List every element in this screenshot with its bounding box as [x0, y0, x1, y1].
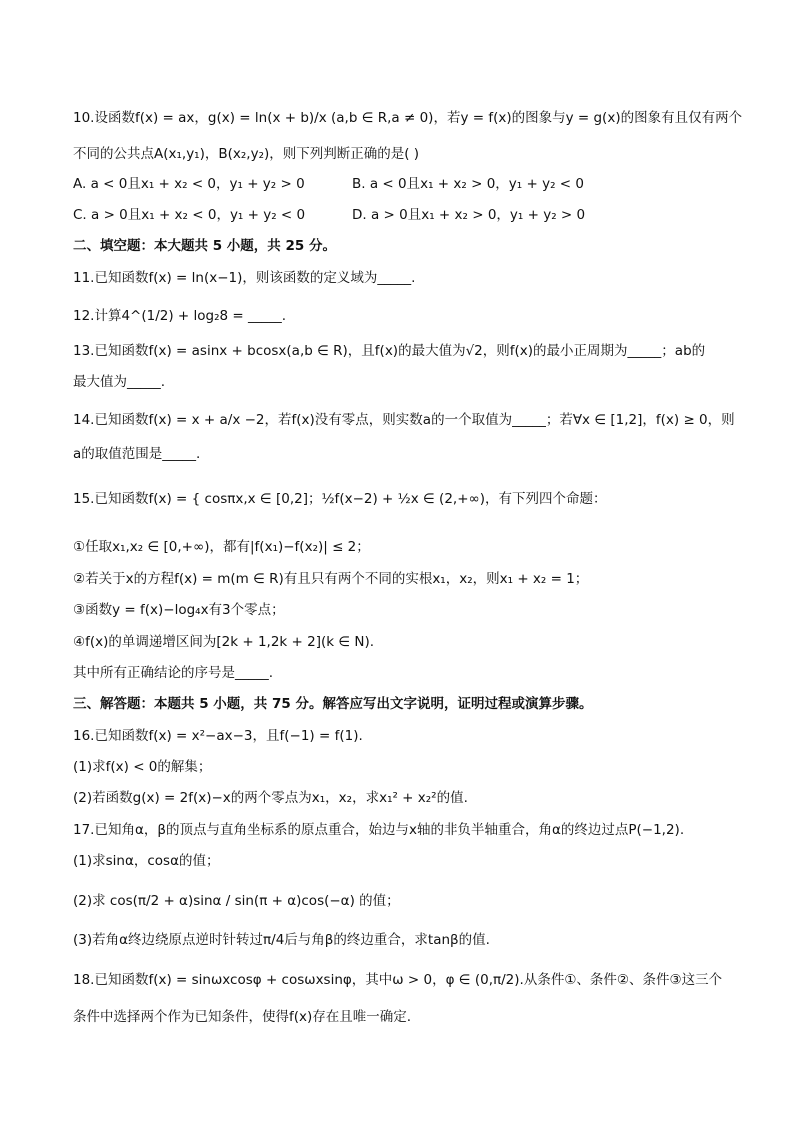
- q17-part3: (3)若角α终边绕原点逆时针转过π/4后与角β的终边重合，求tanβ的值.: [73, 932, 490, 948]
- q15-item-2: ②若关于x的方程f(x) = m(m ∈ R)有且只有两个不同的实根x₁，x₂，则x₁ + x₂ = 1；: [73, 571, 589, 587]
- q12: 12.计算4^(1/2) + log₂8 = _____.: [73, 308, 287, 324]
- q17-line1: 17.已知角α，β的顶点与直角坐标系的原点重合，始边与x轴的非负半轴重合，角α的终边过点P(−1,2).: [73, 822, 685, 838]
- q14-line1: 14.已知函数f(x) = x + a/x −2，若f(x)没有零点，则实数a的一个取值为_____；若∀x ∈ [1,2]，f(x) ≥ 0，则: [73, 412, 735, 428]
- section2-heading: 二、填空题：本大题共 5 小题，共 25 分。: [73, 238, 336, 254]
- q15-item-1: ①任取x₁,x₂ ∈ [0,+∞)，都有|f(x₁)−f(x₂)| ≤ 2；: [73, 539, 370, 555]
- q15-item-4: ④f(x)的单调递增区间为[2k + 1,2k + 2](k ∈ N).: [73, 634, 375, 650]
- q15-item-3: ③函数y = f(x)−log₄x有3个零点；: [73, 602, 285, 618]
- q10-option-d: D. a > 0且x₁ + x₂ > 0，y₁ + y₂ > 0: [352, 207, 586, 223]
- q10-option-b: B. a < 0且x₁ + x₂ > 0，y₁ + y₂ < 0: [352, 176, 584, 192]
- q10-line1: 10.设函数f(x) = ax，g(x) = ln(x + b)/x (a,b ∈ R,a ≠ 0)，若y = f(x)的图象与y = g(x)的图象有且仅有两个: [73, 110, 743, 126]
- q18-line1: 18.已知函数f(x) = sinωxcosφ + cosωxsinφ，其中ω > 0，φ ∈ (0,π/2).从条件①、条件②、条件③这三个: [73, 972, 723, 988]
- q10-line2: 不同的公共点A(x₁,y₁)，B(x₂,y₂)，则下列判断正确的是( ): [73, 146, 420, 162]
- q10-option-c: C. a > 0且x₁ + x₂ < 0，y₁ + y₂ < 0: [73, 207, 306, 223]
- q16-part2: (2)若函数g(x) = 2f(x)−x的两个零点为x₁，x₂，求x₁² + x₂²的值.: [73, 790, 468, 806]
- q15-line1: 15.已知函数f(x) = { cosπx,x ∈ [0,2]；½f(x−2) + ½x ∈ (2,+∞)，有下列四个命题：: [73, 491, 607, 507]
- q17-part1: (1)求sinα，cosα的值；: [73, 853, 220, 869]
- q11: 11.已知函数f(x) = ln(x−1)，则该函数的定义域为_____.: [73, 270, 416, 286]
- q14-line2: a的取值范围是_____.: [73, 446, 201, 462]
- q10-option-a: A. a < 0且x₁ + x₂ < 0，y₁ + y₂ > 0: [73, 176, 305, 192]
- q13-line1: 13.已知函数f(x) = asinx + bcosx(a,b ∈ R)，且f(x)的最大值为√2，则f(x)的最小正周期为_____；ab的: [73, 343, 706, 359]
- q16-line1: 16.已知函数f(x) = x²−ax−3，且f(−1) = f(1).: [73, 728, 363, 744]
- q16-part1: (1)求f(x) < 0的解集；: [73, 759, 212, 775]
- q13-line2: 最大值为_____.: [73, 374, 166, 390]
- section3-heading: 三、解答题：本题共 5 小题，共 75 分。解答应写出文字说明，证明过程或演算步骤。: [73, 696, 593, 712]
- q18-line2: 条件中选择两个作为已知条件，使得f(x)存在且唯一确定.: [73, 1009, 412, 1025]
- q15-tail: 其中所有正确结论的序号是_____.: [73, 665, 274, 681]
- q17-part2: (2)求 cos(π/2 + α)sinα / sin(π + α)cos(−α) 的值；: [73, 893, 400, 909]
